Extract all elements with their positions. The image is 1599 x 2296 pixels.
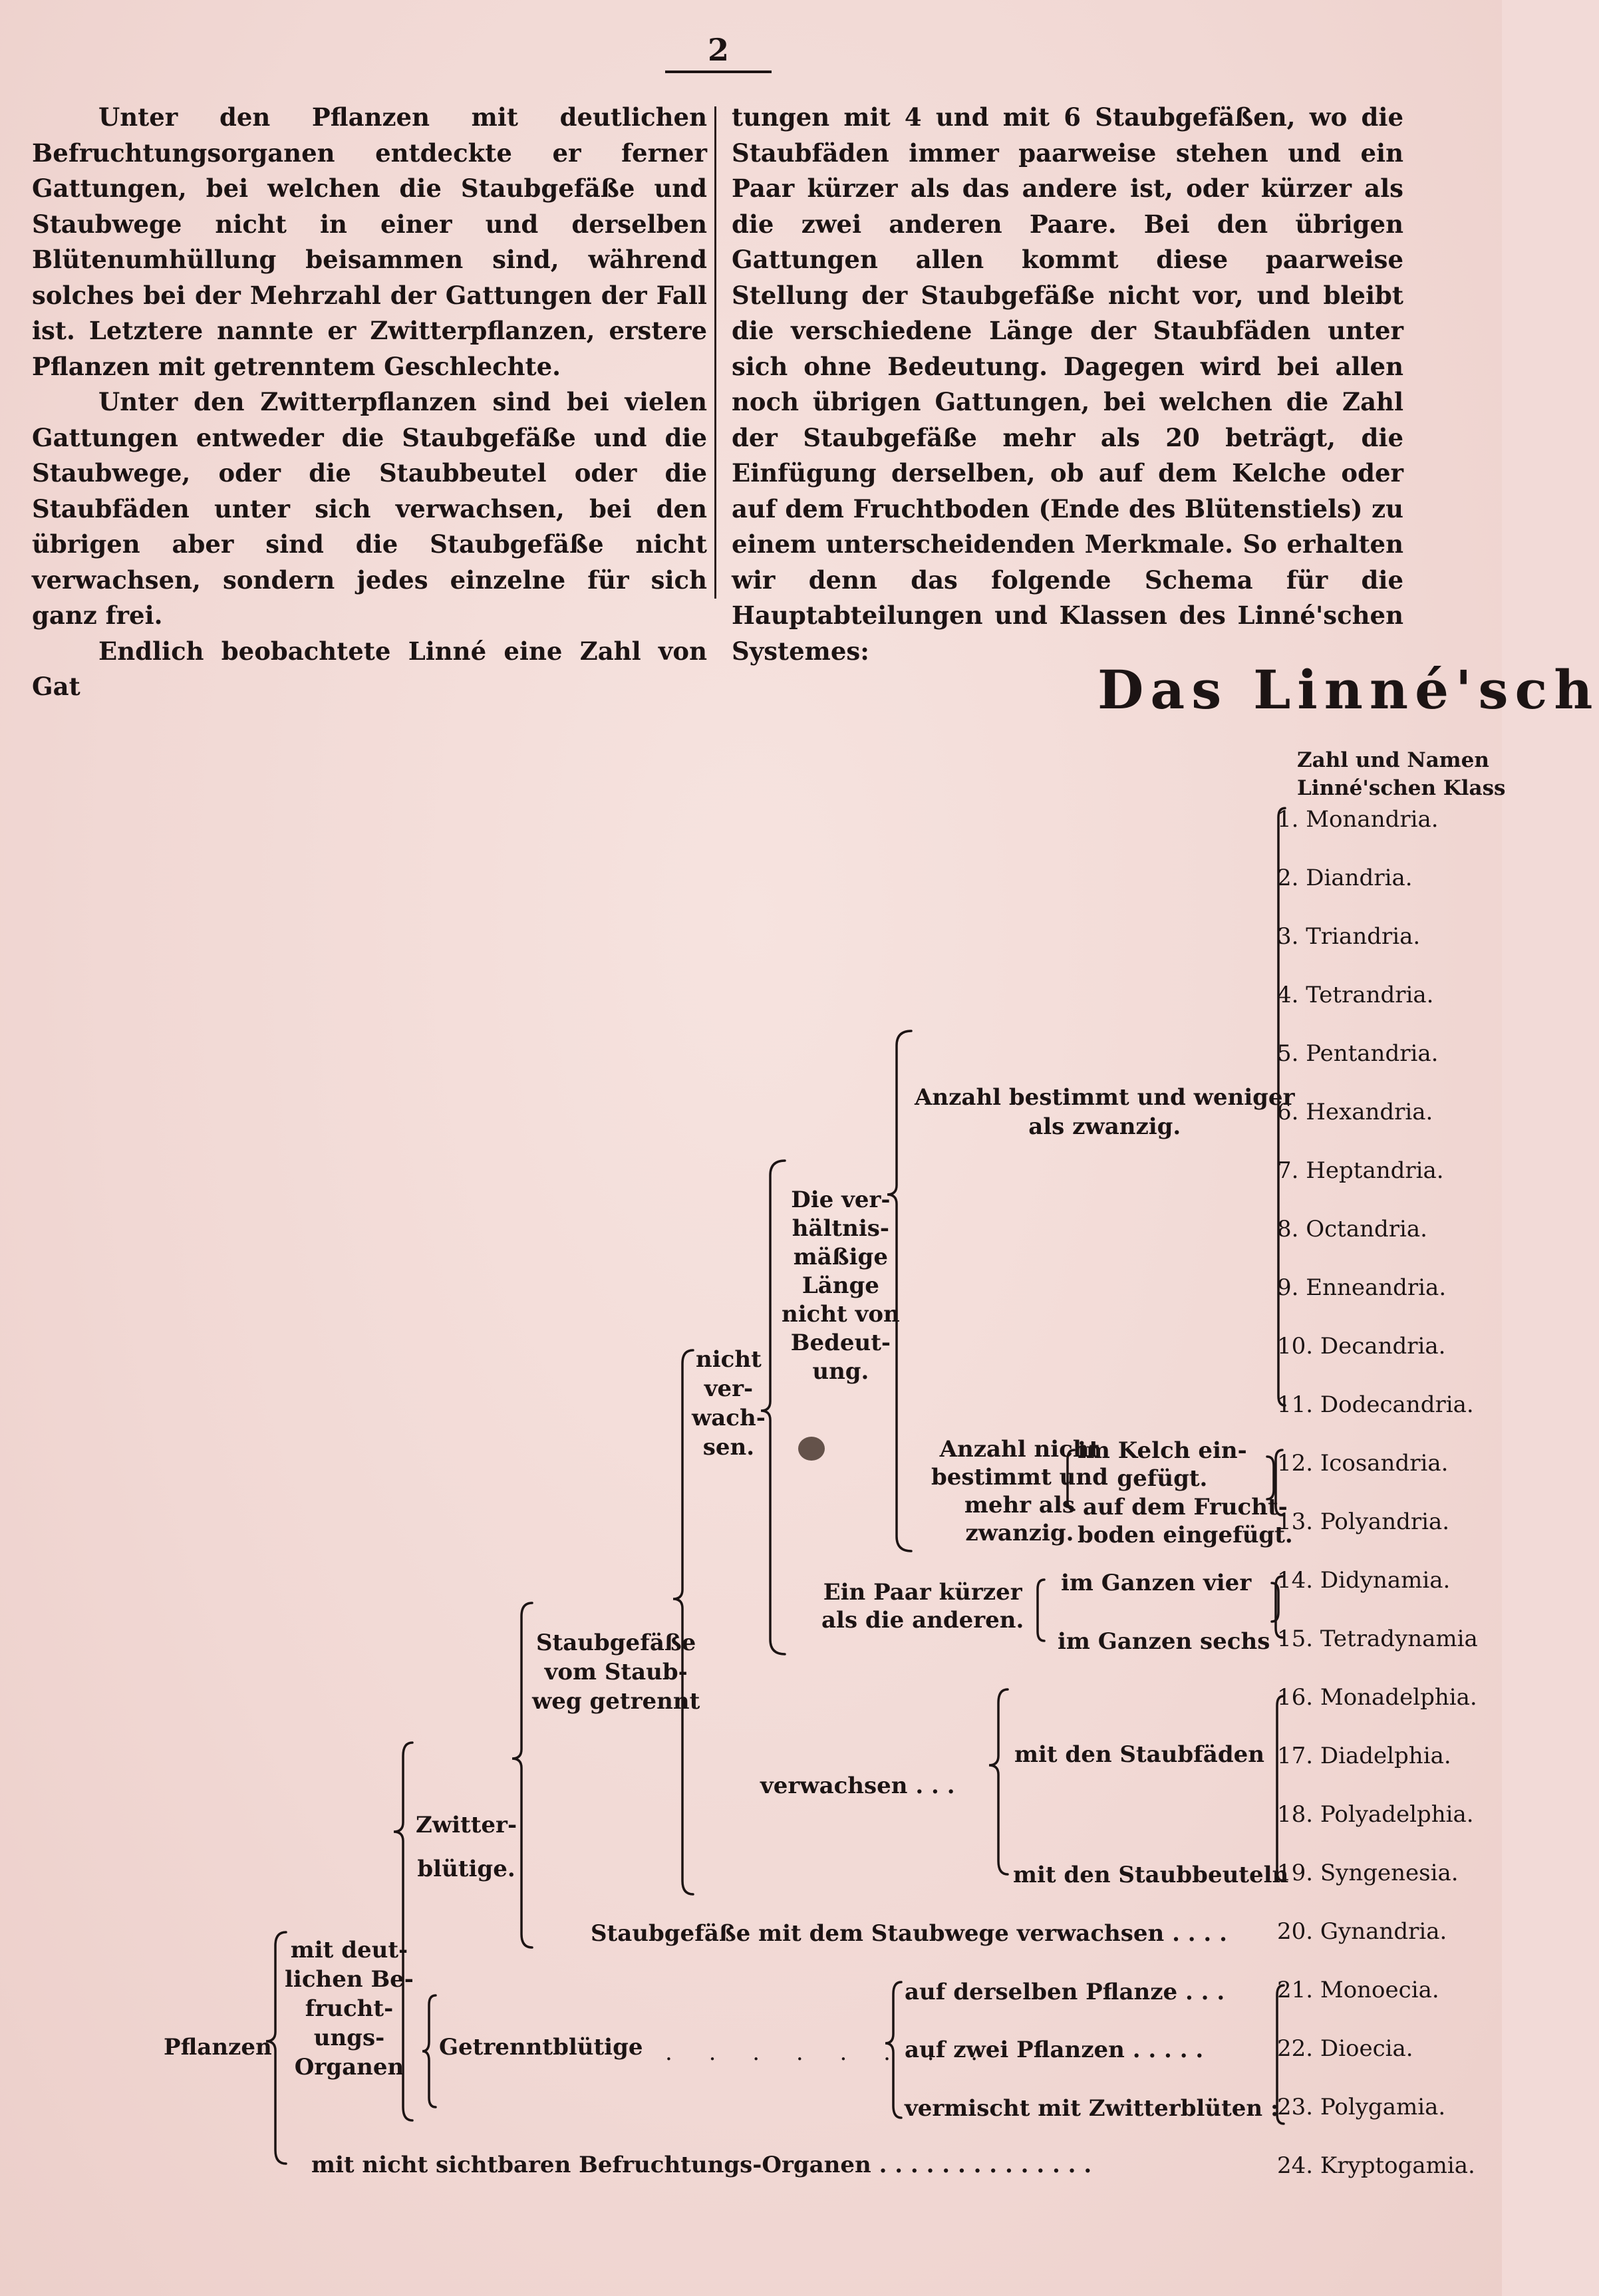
ink-stain [798, 1437, 825, 1461]
class-item: 17. Diadelphia. [1277, 1743, 1451, 1769]
label-verwachsen: verwachsen . . . [760, 1773, 955, 1799]
label-auf-fruchtboden: auf dem Frucht- boden eingefügt. [1078, 1494, 1293, 1548]
class-item: 4. Tetrandria. [1277, 982, 1434, 1008]
label-pflanzen: Pflanzen [164, 2034, 272, 2061]
class-item: 8. Octandria. [1277, 1216, 1427, 1242]
label-im-ganzen-vier: im Ganzen vier [1061, 1570, 1252, 1596]
class-item: 11. Dodecandria. [1277, 1391, 1474, 1418]
class-item: 3. Triandria. [1277, 923, 1421, 950]
class-item: 14. Didynamia. [1277, 1567, 1451, 1594]
right-paragraph: tungen mit 4 und mit 6 Staubgefäßen, wo die Staubfäden immer paarweise stehen und ein Paar kürzer als das andere ist, oder kürzer als die zwei anderen Paare. Bei den übrigen Gattungen allen kommt diese paarweise Stellung der Staubgefäße nicht vor, und bleibt die verschiedene Länge der Staubfäden unter sich ohne Bedeutung. Dagegen wird bei allen noch übrigen Gattungen, bei welchen die Zahl der Staubgefäße mehr als 20 beträgt, die Einfügung derselben, ob auf dem Kelche oder auf dem Fruchtboden (Ende des Blütenstiels) zu einem unterscheidenden Merkmale. So erhalten wir denn das folgende Schema für die Hauptabteilungen und Klassen des Linné'schen Systemes: [732, 102, 1403, 666]
class-item: 21. Monoecia. [1277, 1977, 1439, 2003]
left-paragraph-3: Endlich beobachtete Linné eine Zahl von Gat [32, 636, 707, 701]
class-item: 5. Pentandria. [1277, 1040, 1439, 1067]
schema-header-line-1: Zahl und Namen [1297, 748, 1489, 772]
left-paragraph-1: Unter den Pflanzen mit deutlichen Befruchtungsorganen entdeckte er ferner Gattungen, bei welchen die Staubgefäße und Staubwege nicht in einer und derselben Blütenumhüllung beisammen sind, während solches bei der Mehrzahl der Gattungen der Fall ist. Letztere nannte er Zwitterpflanzen, erstere Pflanzen mit getrenntem Geschlechte. [32, 102, 707, 381]
class-item: 1. Monandria. [1277, 806, 1439, 833]
left-paragraph-2: Unter den Zwitterpflanzen sind bei vielen Gattungen entweder die Staubgefäße und die Staubwege, oder die Staubbeutel oder die Staubfäden unter sich verwachsen, bei den übrigen aber sind die Staubgefäße nicht verwachsen, sondern jedes einzelne für sich ganz frei. [32, 387, 707, 630]
label-vermischt: vermischt mit Zwitterblüten : [905, 2095, 1279, 2122]
label-im-kelch: im Kelch ein- gefügt. [1078, 1437, 1247, 1492]
label-im-ganzen-sechs: im Ganzen sechs [1058, 1628, 1270, 1655]
class-item: 10. Decandria. [1277, 1333, 1446, 1360]
label-paar: Ein Paar kürzer als die anderen. [821, 1579, 1024, 1634]
label-anzahl-nicht: Anzahl nicht bestimmt und mehr als zwanzig. [931, 1436, 1108, 1546]
label-getrennt: Staubgefäße vom Staub- weg getrennt [532, 1630, 700, 1715]
label-auf-derselben: auf derselben Pflanze . . . [905, 1979, 1225, 2005]
class-item: 23. Polygamia. [1277, 2094, 1446, 2120]
label-auf-zwei: auf zwei Pflanzen . . . . . [905, 2037, 1204, 2063]
class-item: 6. Hexandria. [1277, 1099, 1433, 1125]
class-item: 19. Syngenesia. [1277, 1860, 1459, 1886]
class-item: 24. Kryptogamia. [1277, 2152, 1475, 2179]
class-item: 20. Gynandria. [1277, 1918, 1447, 1945]
label-laenge: Die ver- hältnis- mäßige Länge nicht von Bedeut- ung. [782, 1187, 900, 1385]
label-staubwege-verwachsen: Staubgefäße mit dem Staubwege verwachsen . . . . [591, 1920, 1227, 1947]
class-item: 15. Tetradynamia [1277, 1626, 1478, 1652]
label-mit-staubbeuteln: mit den Staubbeuteln [1013, 1862, 1289, 1888]
class-item: 13. Polyandria. [1277, 1508, 1450, 1535]
label-zwitter: Zwitter- blütige. [416, 1812, 517, 1882]
label-mit-staubfaeden: mit den Staubfäden [1014, 1741, 1264, 1768]
class-item: 16. Monadelphia. [1277, 1684, 1477, 1711]
class-item: 2. Diandria. [1277, 865, 1413, 891]
class-item: 7. Heptandria. [1277, 1157, 1444, 1184]
label-mit-deutlichen: mit deut- lichen Be- frucht- ungs- Organen [285, 1937, 414, 2081]
schema-title: Das Linné'sch [1097, 658, 1599, 721]
label-nicht-verwachsen: nicht ver- wach- sen. [692, 1346, 766, 1461]
label-getrenntbluetige: Getrenntblütige [439, 2034, 643, 2061]
class-item: 9. Enneandria. [1277, 1274, 1447, 1301]
class-item: 12. Icosandria. [1277, 1450, 1449, 1477]
dots-getrennt: . . . . . . . . [665, 2039, 993, 2066]
schema-header-line-2: Linné'schen Klass [1297, 776, 1506, 800]
class-item: 22. Dioecia. [1277, 2035, 1413, 2062]
label-anzahl-bestimmt: Anzahl bestimmt und weniger als zwanzig. [915, 1084, 1295, 1140]
class-item: 18. Polyadelphia. [1277, 1801, 1474, 1828]
label-nicht-sichtbar: mit nicht sichtbaren Befruchtungs-Organen . . . . . . . . . . . . . . [311, 2152, 1092, 2178]
page-number: 2 [707, 32, 729, 68]
